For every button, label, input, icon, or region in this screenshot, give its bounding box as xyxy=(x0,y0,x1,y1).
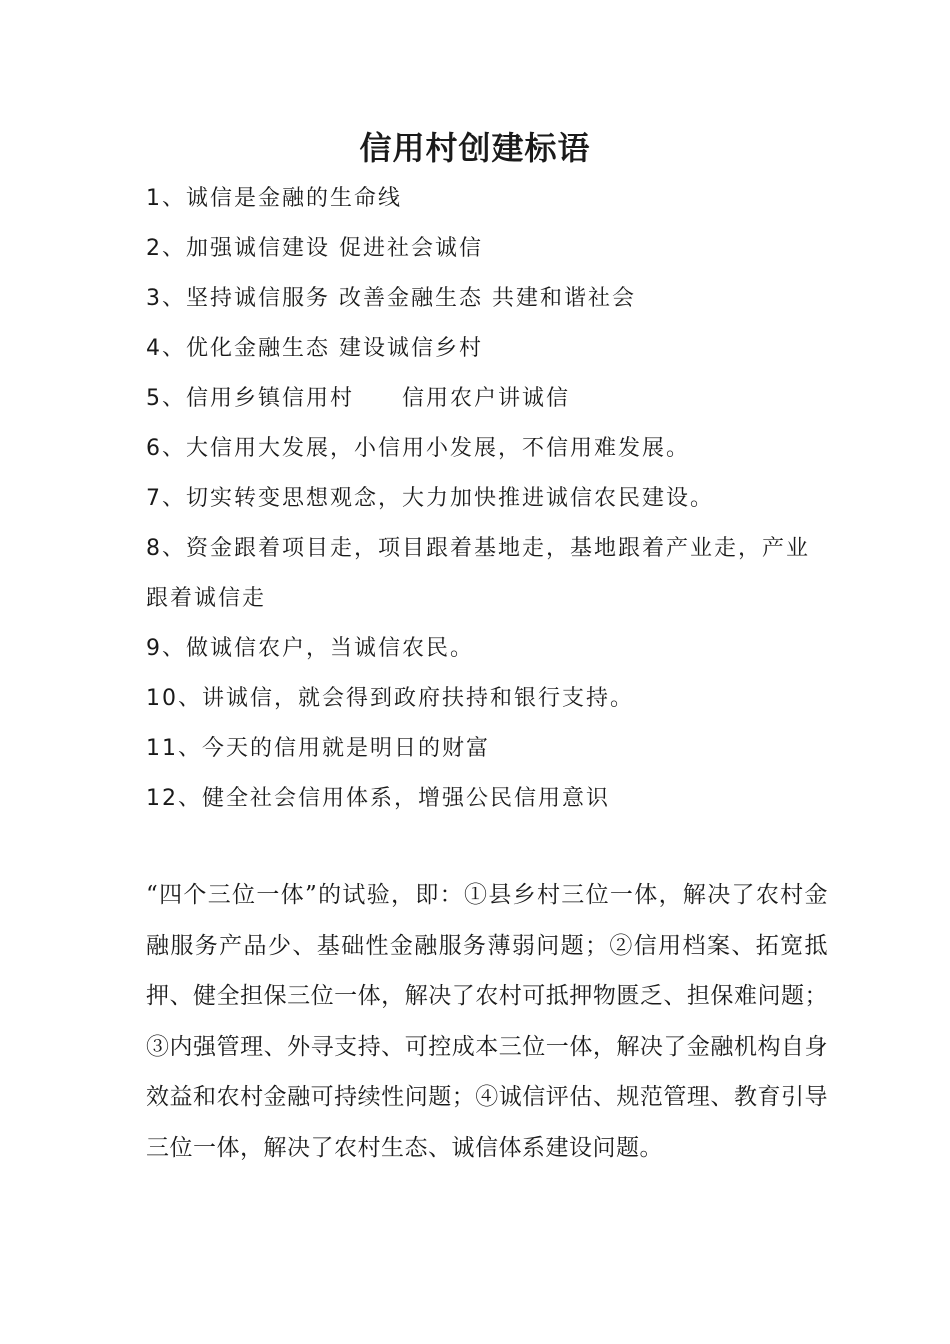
slogan-item: 6、大信用大发展，小信用小发展，不信用难发展。 xyxy=(146,436,690,461)
slogan-item: 10、讲诚信，就会得到政府扶持和银行支持。 xyxy=(146,686,634,711)
slogan-item: 4、优化金融生态 建设诚信乡村 xyxy=(146,336,483,361)
page-title: 信用村创建标语 xyxy=(359,129,591,167)
slogan-item: 8、资金跟着项目走，项目跟着基地走，基地跟着产业走，产业跟着诚信走 xyxy=(146,536,810,611)
slogan-item: 9、做诚信农户，当诚信农民。 xyxy=(146,636,474,661)
slogan-item: 5、信用乡镇信用村 信用农户讲诚信 xyxy=(146,386,570,411)
slogan-list xyxy=(146,174,826,824)
body-paragraph: “四个三位一体”的试验，即：①县乡村三位一体，解决了农村金融服务产品少、基础性金融服务薄弱问题；②信用档案、拓宽抵押、健全担保三位一体，解决了农村可抵押物匮乏、担保难问题；③内强管理、外寻支持、可控成本三位一体，解决了金融机构自身效益和农村金融可持续性问题；④诚信评估、规范管理、教育引导三位一体，解决了农村生态、诚信体系建设问题。 xyxy=(146,882,828,1161)
slogan-item: 2、加强诚信建设 促进社会诚信 xyxy=(146,236,483,261)
slogan-item: 1、诚信是金融的生命线 xyxy=(146,186,402,211)
slogan-item: 3、坚持诚信服务 改善金融生态 共建和谐社会 xyxy=(146,286,636,311)
slogan-item: 7、切实转变思想观念，大力加快推进诚信农民建设。 xyxy=(146,486,714,511)
slogan-item: 12、健全社会信用体系，增强公民信用意识 xyxy=(146,786,610,811)
slogan-item: 11、今天的信用就是明日的财富 xyxy=(146,736,490,761)
